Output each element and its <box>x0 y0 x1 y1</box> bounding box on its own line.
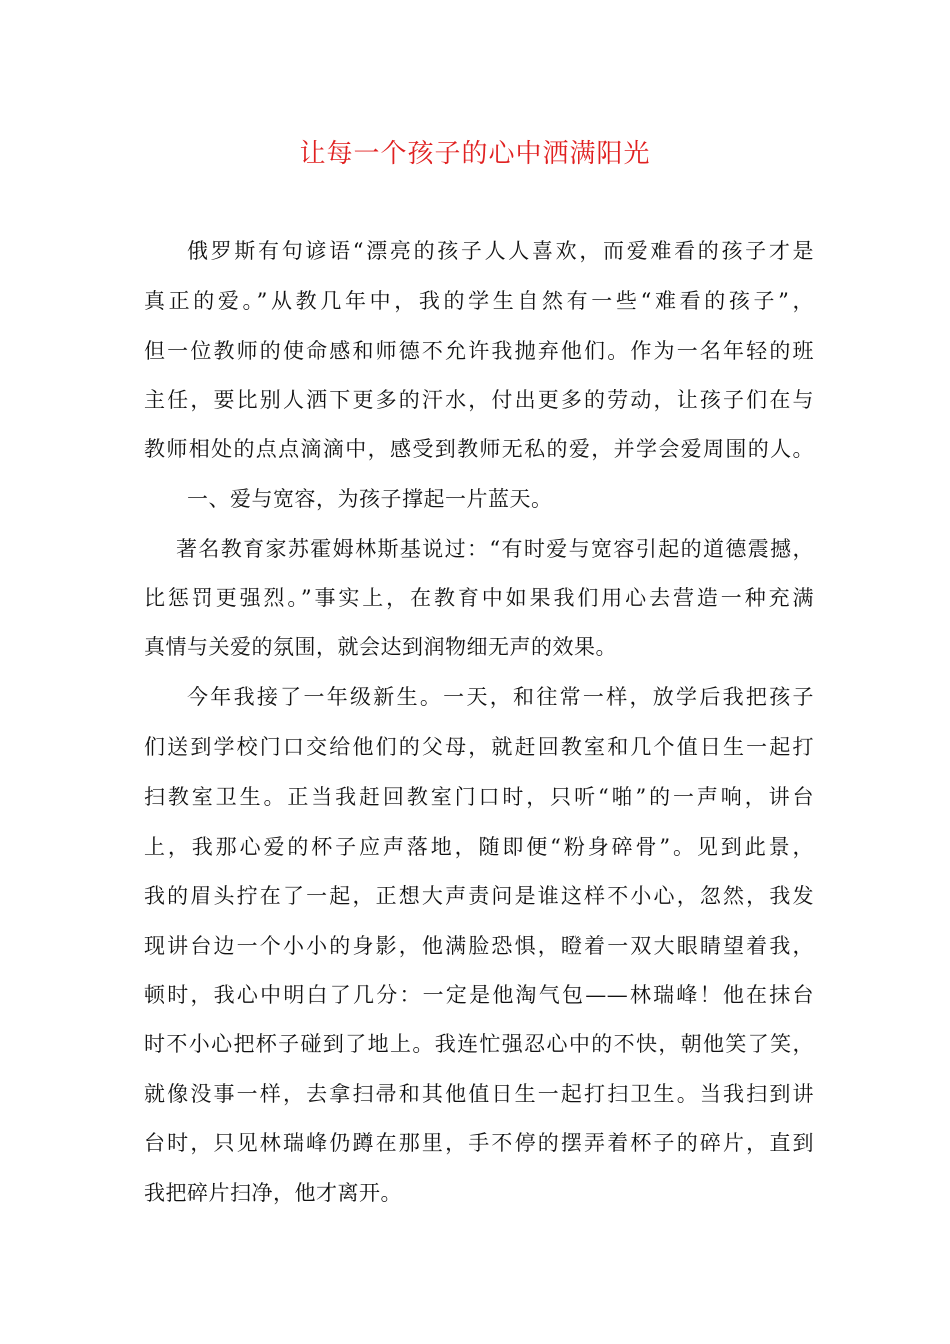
paragraph-line: 时不小心把杯子碰到了地上。我连忙强忍心中的不快，朝他笑了笑， <box>144 1032 814 1056</box>
paragraph-line: 扫教室卫生。正当我赶回教室门口时，只听“啪”的一声响，讲台 <box>144 785 814 809</box>
paragraph-line: 今年我接了一年级新生。一天，和往常一样，放学后我把孩子 <box>187 685 814 709</box>
paragraph-line: 真情与关爱的氛围，就会达到润物细无声的效果。 <box>144 635 617 659</box>
paragraph-line: 但一位教师的使命感和师德不允许我抛弃他们。作为一名年轻的班 <box>144 339 814 363</box>
paragraph-line: 台时，只见林瑞峰仍蹲在那里，手不停的摆弄着杯子的碎片，直到 <box>144 1131 814 1155</box>
paragraph-line: 上，我那心爱的杯子应声落地，随即便“粉身碎骨”。见到此景， <box>144 835 814 859</box>
paragraph-line: 教师相处的点点滴滴中，感受到教师无私的爱，并学会爱周围的人。 <box>144 437 814 461</box>
paragraph-line: 真正的爱。”从教几年中，我的学生自然有一些“难看的孩子”， <box>144 289 814 313</box>
paragraph-line: 们送到学校门口交给他们的父母，就赶回教室和几个值日生一起打 <box>144 735 814 759</box>
paragraph-line: 著名教育家苏霍姆林斯基说过：“有时爱与宽容引起的道德震撼， <box>176 537 814 561</box>
paragraph-line: 主任，要比别人洒下更多的汗水，付出更多的劳动，让孩子们在与 <box>144 388 814 412</box>
document-title: 让每一个孩子的心中洒满阳光 <box>299 139 651 169</box>
paragraph-line: 就像没事一样，去拿扫帚和其他值日生一起打扫卫生。当我扫到讲 <box>144 1082 814 1106</box>
section-heading: 一、爱与宽容，为孩子撑起一片蓝天。 <box>187 487 553 511</box>
paragraph-line: 顿时，我心中明白了几分：一定是他淘气包——林瑞峰！他在抹台 <box>144 983 814 1007</box>
paragraph-line: 我的眉头拧在了一起，正想大声责问是谁这样不小心，忽然，我发 <box>144 884 814 908</box>
paragraph-line: 俄罗斯有句谚语“漂亮的孩子人人喜欢，而爱难看的孩子才是 <box>187 239 814 263</box>
paragraph-line: 现讲台边一个小小的身影，他满脸恐惧，瞪着一双大眼睛望着我， <box>144 934 814 958</box>
paragraph-line: 比惩罚更强烈。”事实上，在教育中如果我们用心去营造一种充满 <box>144 586 814 610</box>
paragraph-line: 我把碎片扫净，他才离开。 <box>144 1181 402 1205</box>
